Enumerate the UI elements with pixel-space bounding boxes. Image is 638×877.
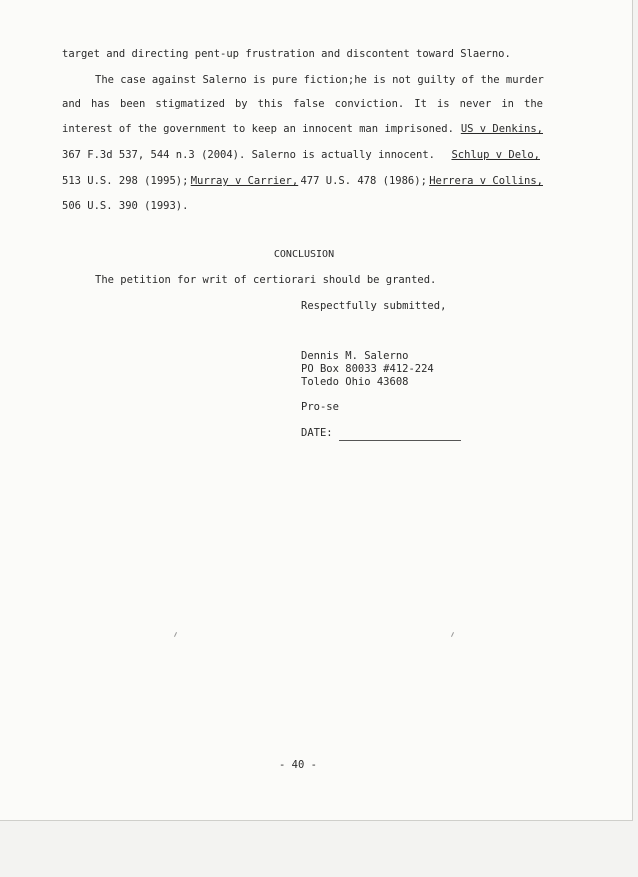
conclusion-text: The petition for writ of certiorari should be granted. [95, 274, 437, 286]
signer-name: Dennis M. Salerno [301, 350, 409, 362]
closing-line: Respectfully submitted, [301, 300, 447, 312]
paragraph-line-1 [95, 73, 543, 87]
paragraph-line-2 [62, 97, 543, 111]
word: It [414, 98, 427, 110]
case-citation-herrera: Herrera v Collins, [429, 175, 543, 187]
scan-speck [174, 632, 177, 637]
paragraph-line-3 [62, 122, 543, 136]
signer-address-line-2: Toledo Ohio 43608 [301, 376, 409, 388]
word: never [459, 98, 492, 110]
paragraph-line-1-part-a: The case against Salerno is pure fiction; [95, 74, 355, 86]
paragraph-line-3-text: interest of the government to keep an innocent man imprisoned. [62, 123, 454, 135]
date-signature-line [339, 440, 461, 441]
word: has [91, 98, 110, 110]
paragraph-line-6: 506 U.S. 390 (1993). [62, 200, 189, 212]
word: conviction. [334, 98, 405, 110]
scan-speck [451, 632, 454, 637]
paragraph-line-5-text-a: 513 U.S. 298 (1995); [62, 175, 189, 187]
paragraph-line-4-text: 367 F.3d 537, 544 n.3 (2004). Salerno is actually innocent. [62, 149, 435, 161]
paragraph-line-5-text-b: 477 U.S. 478 (1986); [300, 175, 427, 187]
word: and [62, 98, 81, 110]
case-citation-schlup: Schlup v Delo, [451, 149, 540, 161]
word: this [257, 98, 283, 110]
case-citation-murray: Murray v Carrier, [190, 175, 299, 187]
section-heading-conclusion: CONCLUSION [273, 249, 335, 260]
paragraph-line-4 [62, 148, 540, 162]
word: been [120, 98, 146, 110]
paragraph-line-1-part-b: he is not guilty of the murder [354, 74, 544, 86]
paragraph-line-5 [62, 174, 543, 188]
paragraph-continuation-line: target and directing pent-up frustration and discontent toward Slaerno. [62, 48, 511, 60]
date-label: DATE: [301, 427, 333, 439]
word: stigmatized [155, 98, 225, 110]
case-citation-denkins: US v Denkins, [460, 123, 543, 135]
signer-status: Pro-se [301, 401, 339, 413]
word: by [234, 98, 248, 110]
word: the [524, 98, 543, 110]
word: is [436, 98, 450, 110]
word: false [293, 98, 325, 110]
page-number: - 40 - [279, 759, 317, 771]
word: in [501, 98, 514, 110]
signer-address-line-1: PO Box 80033 #412-224 [301, 363, 434, 375]
